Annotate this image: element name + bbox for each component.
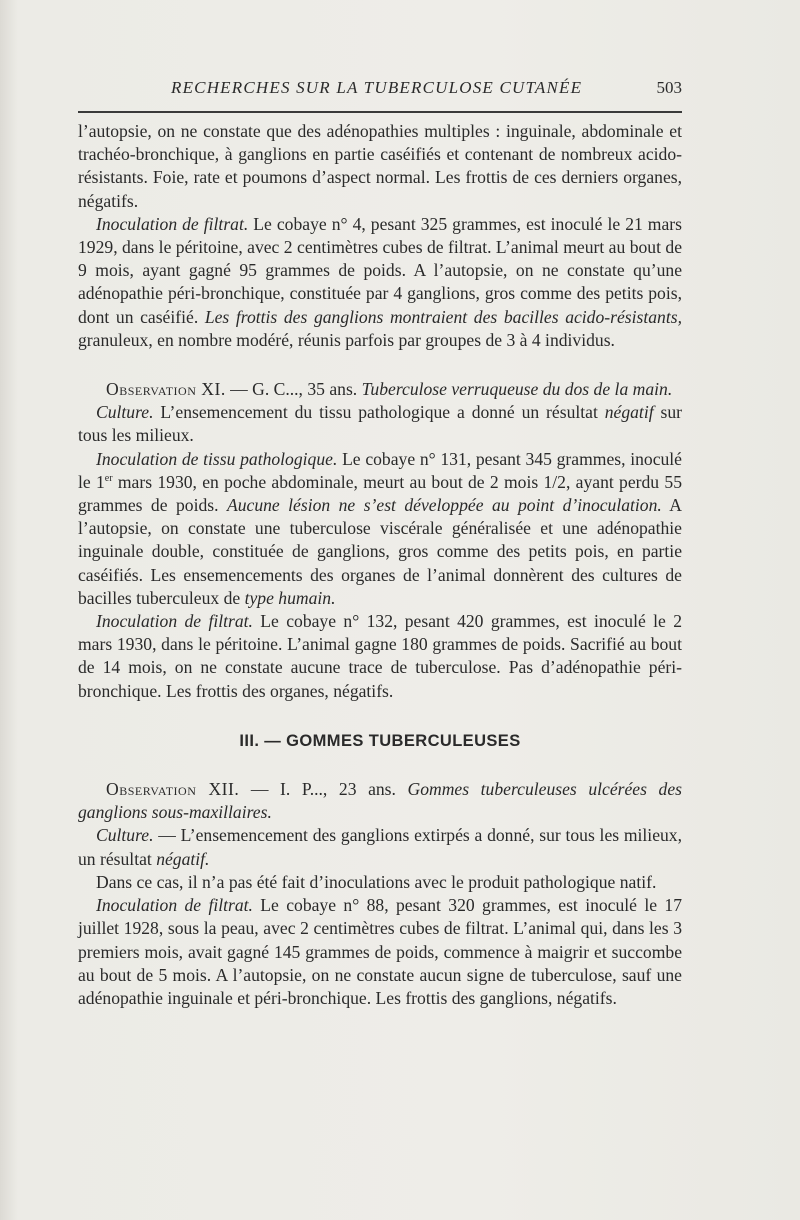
paragraph-text: Le cobaye n° 132, pesant 420 grammes, est inoculé le 2 mars 1930, dans le péritoine. L’animal gagne 180 grammes de poids. Sacrifié au bout de 14 mois, on ne constate aucune trace de tuberculose. Pas d’adénopathie péri-bronchique. Les frottis des organes, négatifs.	[78, 611, 682, 701]
paragraph-label: Inoculation de filtrat.	[96, 611, 253, 632]
page-header	[78, 78, 682, 104]
paragraph-italic: type humain.	[244, 587, 336, 608]
spacer	[78, 753, 682, 778]
paragraph-inoculation-tissu	[78, 448, 682, 610]
observation-title: Tuberculose verruqueuse du dos de la main.	[361, 379, 673, 400]
paragraph-italic: Aucune lésion ne s’est développée au point d’inoculation.	[226, 495, 662, 516]
paragraph-autopsy-continued: l’autopsie, on ne constate que des adénopathies multiples : inguinale, abdominale et trachéo-bronchique, à ganglions en partie caséifiés et contenant de nombreux acido-résistants. Foie, rate et poumons d’aspect normal. Les frottis de ces derniers organes, négatifs.	[78, 121, 682, 211]
paragraph-culture-1	[78, 401, 682, 447]
paragraph-text: Le cobaye n° 88, pesant 320 grammes, est inoculé le 17 juillet 1928, sous la peau, avec 2 centimètres cubes de filtrat. L’animal qui, dans les 3 premiers mois, avait gagné 145 grammes de poids, commence à maigrir et succombe au bout de 5 mois. A l’autopsie, on ne constate aucun signe de tuberculose, sauf une adénopathie inguinale et péri-bronchique. Les frottis des ganglions, négatifs.	[78, 895, 682, 1008]
observation-patient: — I. P..., 23 ans.	[239, 779, 408, 800]
paragraph-text: L’ensemencement du tissu pathologique a donné un résultat	[153, 402, 605, 423]
observation-patient: — G. C..., 35 ans.	[225, 379, 362, 400]
paragraph-label: Culture.	[96, 402, 154, 423]
paragraph-culture-2	[78, 824, 682, 870]
paragraph-text: Le cobaye n° 4, pesant 325 grammes, est inoculé le 21 mars 1929, dans le péritoine, avec 2 centimètres cubes de filtrat. L’animal meurt au bout de 9 mois, ayant gagné 95 grammes de poids. A l’autopsie, on ne constate qu’une adénopathie péri-bronchique, constituée par 4 ganglions, gros comme des petits pois, dont un caséifié.	[78, 213, 683, 327]
paragraph-italic: Les frottis des ganglions montraient des bacilles acido-résistants,	[204, 306, 682, 327]
paragraph-inoculation-filtrat-1	[78, 213, 682, 352]
page-body	[78, 120, 682, 1010]
observation-12-heading	[78, 778, 682, 824]
paragraph-italic: négatif.	[156, 848, 210, 869]
spacer	[78, 352, 682, 378]
paragraph-italic: négatif	[604, 402, 654, 423]
running-title: RECHERCHES SUR LA TUBERCULOSE CUTANÉE	[171, 78, 583, 97]
spacer	[78, 703, 682, 730]
paragraph-inoculation-filtrat-3	[78, 894, 682, 1010]
observation-title: Gommes tuberculeuses ulcérées des ganglions sous-maxillaires.	[78, 779, 682, 823]
paragraph-text: A l’autopsie, on constate une tuberculose viscérale généralisée et une adénopathie inguinale double, constituée de ganglions, gros comme des petits pois, en partie caséifiés. Les ensemencements des organes de l’animal donnèrent des cultures de bacilles tuberculeux de	[78, 495, 682, 608]
superscript: er	[104, 472, 113, 484]
header-rule	[78, 111, 682, 113]
paragraph-text: sur tous les milieux.	[78, 402, 682, 446]
paragraph-label: Inoculation de filtrat.	[96, 213, 249, 234]
paragraph-text: Le cobaye n° 131, pesant 345 grammes, inoculé le 1	[78, 448, 682, 492]
paragraph-label: Culture.	[96, 825, 154, 846]
paragraph-text: — L’ensemencement des ganglions extirpés a donné, sur tous les milieux, un résultat	[78, 825, 682, 869]
paragraph-inoculation-filtrat-2	[78, 610, 682, 703]
section-title: III. — GOMMES TUBERCULEUSES	[239, 731, 521, 750]
paragraph-text: mars 1930, en poche abdominale, meurt au bout de 2 mois 1/2, ayant perdu 55 grammes de poids.	[78, 471, 682, 516]
paragraph-label: Inoculation de filtrat.	[96, 895, 253, 916]
paragraph-text: granuleux, en nombre modéré, réunis parfois par groupes de 3 à 4 individus.	[78, 329, 615, 350]
observation-11-heading	[78, 378, 682, 401]
paragraph-label: Inoculation de tissu pathologique.	[96, 448, 338, 469]
observation-label: Observation XI.	[106, 379, 226, 400]
paragraph-no-inoculation: Dans ce cas, il n’a pas été fait d’inoculations avec le produit pathologique natif.	[96, 871, 657, 892]
page-number: 503	[656, 78, 682, 97]
observation-label: Observation XII.	[106, 779, 240, 800]
